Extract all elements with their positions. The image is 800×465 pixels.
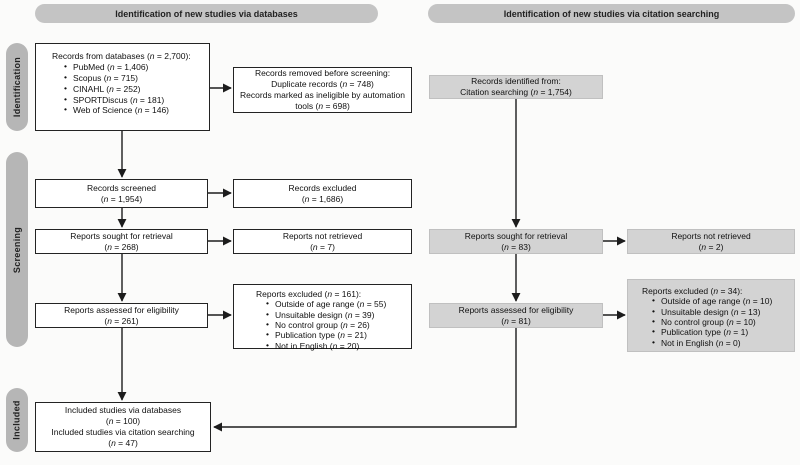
list-item-publication-type: • Publication type (n = 21) [264, 330, 367, 340]
box-line: Reports not retrieved [671, 230, 751, 241]
box-line: (n = 261) [104, 315, 139, 326]
box-reports-assessed-databases [35, 303, 208, 328]
box-records-excluded [233, 179, 412, 208]
box-line: Records removed before screening: [254, 68, 391, 79]
box-line: (n = 47) [108, 437, 138, 448]
box-title: Reports excluded (n = 34): [642, 286, 743, 296]
box-reports-sought-citation [429, 229, 603, 254]
box-line: (n = 2) [698, 241, 724, 252]
box-records-from-databases [35, 43, 210, 131]
box-records-removed [233, 67, 412, 113]
box-line: Records marked as ineligible by automation tools (n = 698) [240, 90, 405, 111]
box-line: Records excluded [288, 182, 357, 193]
box-line: (n = 268) [104, 241, 139, 252]
list-item-pubmed: • PubMed (n = 1,406) [62, 62, 148, 73]
box-reports-not-retrieved-citation [627, 229, 795, 254]
list-item-not-in-english: • Not in English (n = 20) [264, 341, 359, 351]
box-line: (n = 83) [501, 241, 531, 252]
list-item-unsuitable-design: • Unsuitable design (n = 13) [650, 307, 760, 317]
box-reports-excluded-databases [233, 284, 412, 349]
box-line: (n = 7) [310, 241, 335, 252]
box-line: Reports sought for retrieval [70, 230, 173, 241]
list-item-age-range: • Outside of age range (n = 10) [650, 296, 772, 306]
box-reports-not-retrieved-databases [233, 229, 412, 254]
stage-label-screening [6, 152, 28, 347]
stage-label-identification-text: Identification [12, 56, 23, 118]
stage-label-identification [6, 43, 28, 131]
box-line: Reports assessed for eligibility [458, 304, 574, 315]
list-item-unsuitable-design: • Unsuitable design (n = 39) [264, 310, 374, 320]
box-line: Included studies via citation searching [51, 427, 195, 437]
list-item-age-range: • Outside of age range (n = 55) [264, 299, 386, 309]
box-title: Records from databases (n = 2,700): [52, 51, 191, 61]
box-reports-excluded-citation [627, 279, 795, 352]
stage-label-screening-text: Screening [12, 226, 22, 273]
list-item-no-control-group: • No control group (n = 26) [264, 320, 370, 330]
header-citation-searching: Identification of new studies via citation searching [428, 4, 795, 23]
box-line: (n = 1,954) [100, 193, 143, 204]
header-databases: Identification of new studies via databases [35, 4, 378, 23]
box-included-studies [35, 402, 211, 452]
box-line: Reports assessed for eligibility [64, 304, 179, 315]
box-line: (n = 100) [105, 416, 141, 427]
list-item-scopus: • Scopus (n = 715) [62, 73, 138, 84]
box-line: (n = 1,686) [301, 193, 344, 204]
box-reports-sought-databases [35, 229, 208, 254]
box-title: Reports excluded (n = 161): [256, 289, 362, 299]
box-reports-assessed-citation [429, 303, 603, 328]
box-records-identified-citation [429, 75, 603, 99]
box-line: Duplicate records (n = 748) [271, 79, 374, 90]
box-line: Reports sought for retrieval [464, 230, 568, 241]
list-item-publication-type: • Publication type (n = 1) [650, 327, 748, 337]
box-line: (n = 81) [501, 315, 531, 326]
list-item-sportdiscus: • SPORTDiscus (n = 181) [62, 95, 164, 106]
list-item-web-of-science: • Web of Science (n = 146) [62, 105, 169, 116]
list-item-not-in-english: • Not in English (n = 0) [650, 338, 741, 348]
list-item-no-control-group: • No control group (n = 10) [650, 317, 756, 327]
box-line: Records identified from: [471, 76, 561, 87]
stage-label-included-text: Included [12, 400, 22, 440]
box-records-screened [35, 179, 208, 208]
box-line: Reports not retrieved [282, 230, 363, 241]
box-line: Included studies via databases [64, 405, 182, 416]
stage-label-included [6, 388, 28, 452]
box-line: Citation searching (n = 1,754) [460, 87, 572, 97]
box-line: Records screened [87, 182, 156, 193]
list-item-cinahl: • CINAHL (n = 252) [62, 84, 141, 95]
